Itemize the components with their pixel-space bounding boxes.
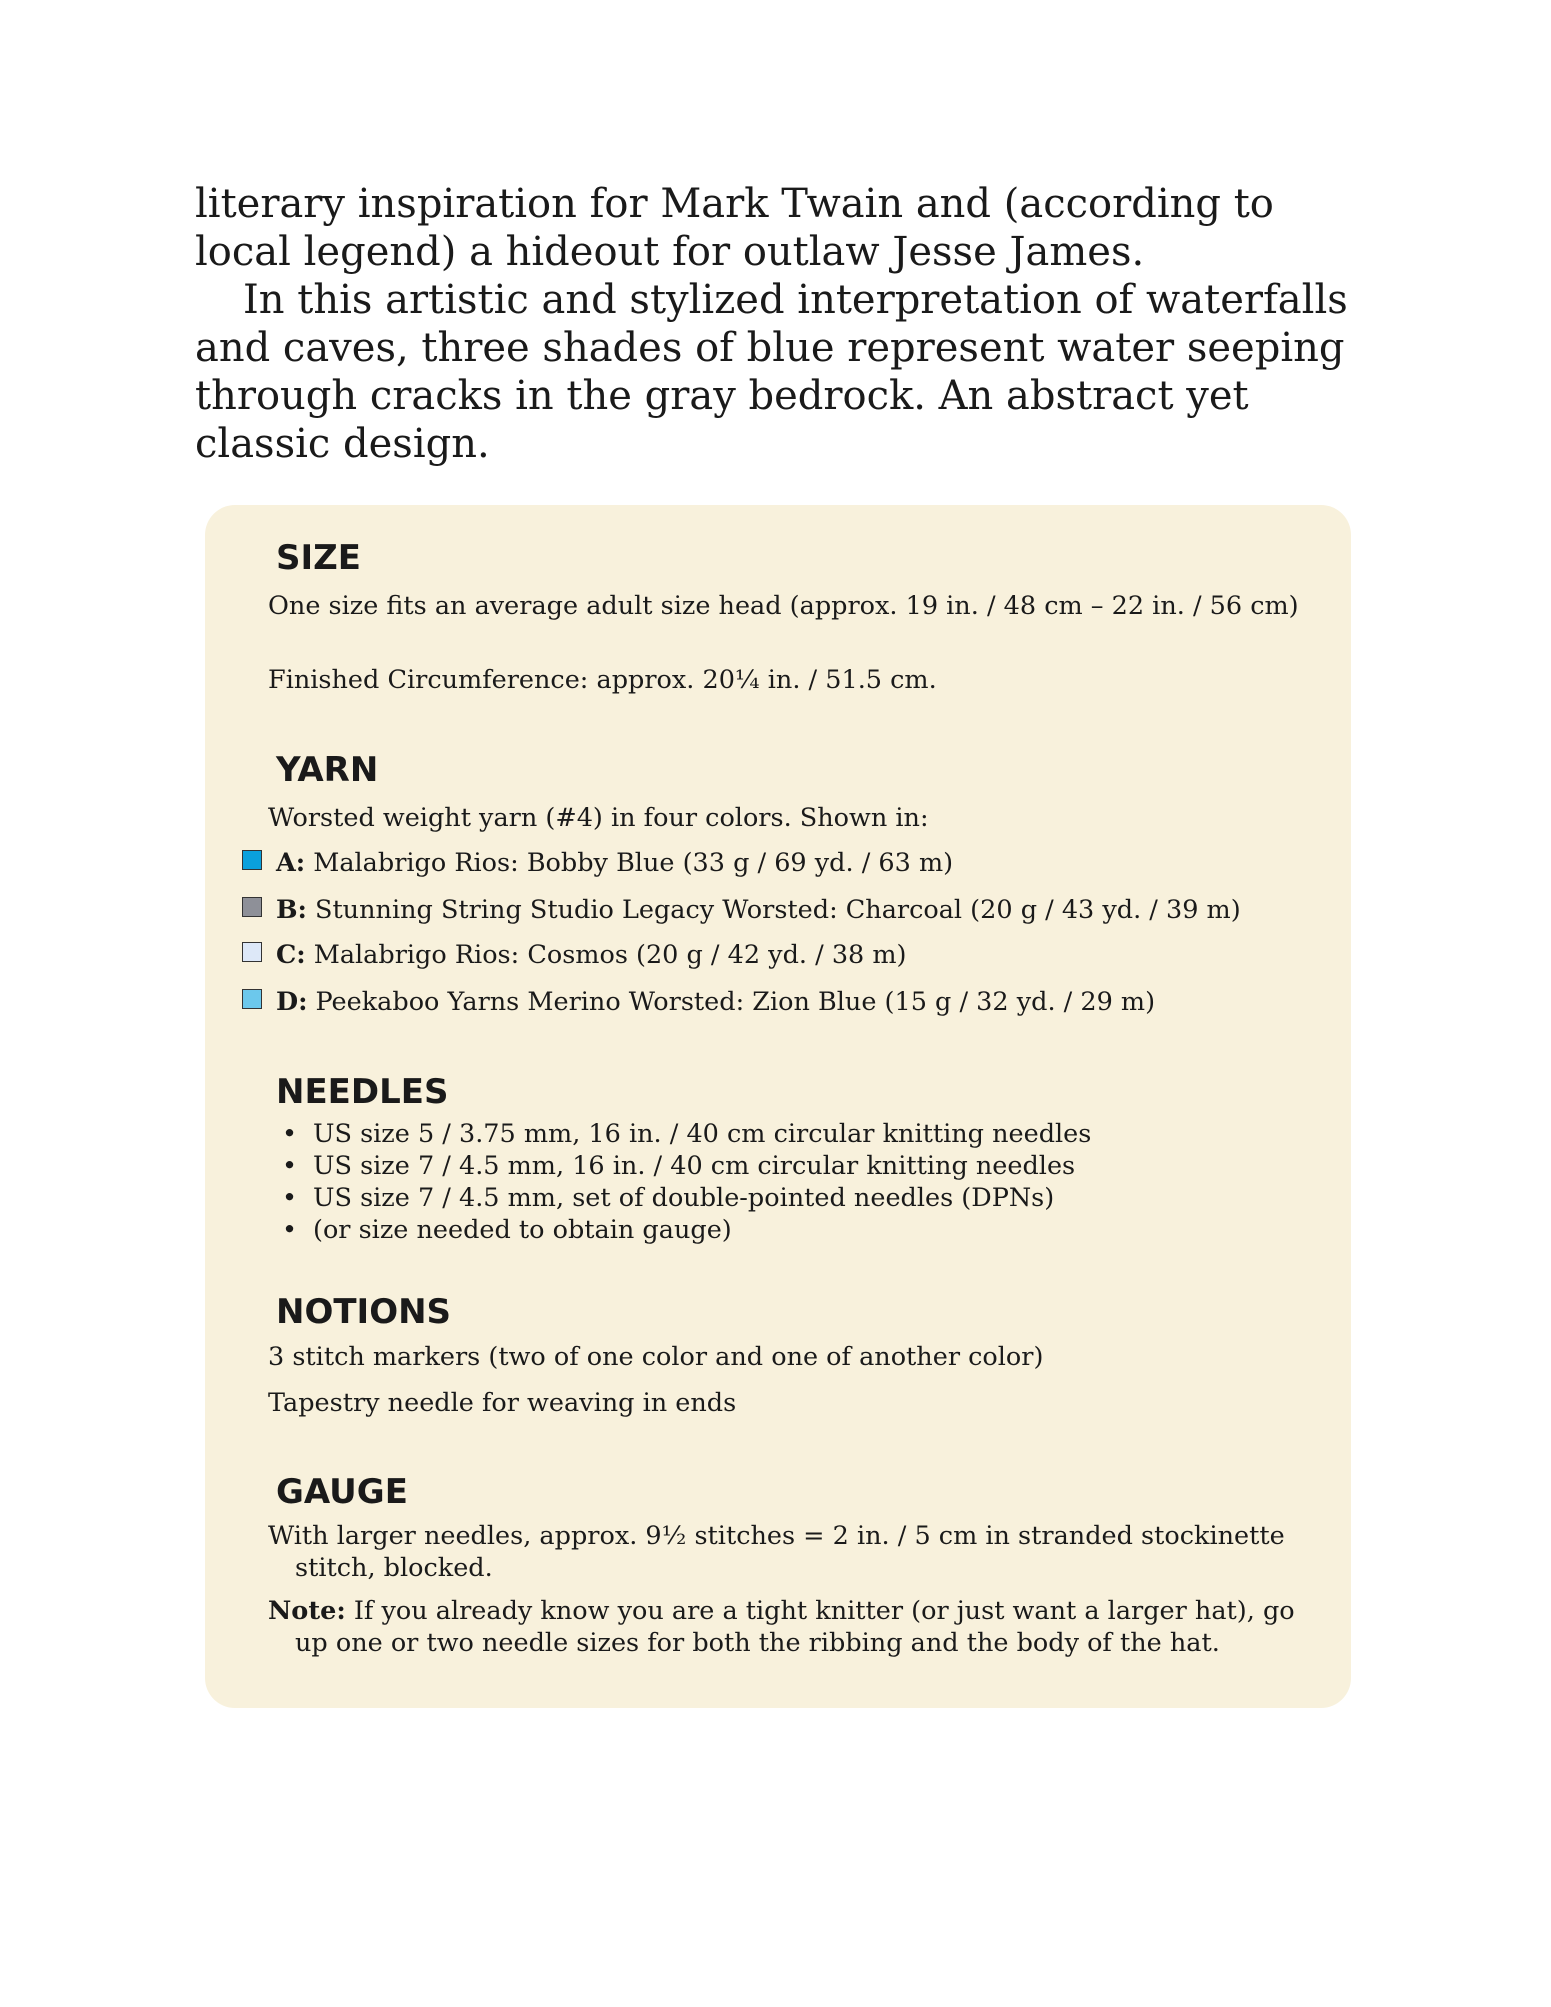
yarn-text-a: Malabrigo Rios: Bobby Blue (33 g / 69 yd. / 63 m) xyxy=(313,848,954,878)
yarn-intro: Worsted weight yarn (#4) in four colors. Shown in: xyxy=(268,803,929,833)
yarn-swatch-a xyxy=(242,850,262,870)
yarn-swatch-c xyxy=(242,942,262,962)
intro-paragraph-2: In this artistic and stylized interpretation of waterfalls and caves, three shades of blue represent water seeping through cracks in the gray bedrock. An abstract yet classic design. xyxy=(195,277,1348,467)
needles-item: • (or size needed to obtain gauge) xyxy=(276,1214,1091,1246)
intro-text xyxy=(195,180,1375,468)
needles-item: • US size 7 / 4.5 mm, 16 in. / 40 cm circular knitting needles xyxy=(276,1150,1091,1182)
needles-item: • US size 5 / 3.75 mm, 16 in. / 40 cm circular knitting needles xyxy=(276,1118,1091,1150)
intro-paragraph-1: literary inspiration for Mark Twain and (according to local legend) a hideout for outlaw Jesse James. xyxy=(195,181,1274,275)
yarn-heading: YARN xyxy=(276,750,379,790)
notions-line-1: 3 stitch markers (two of one color and one of another color) xyxy=(268,1342,1044,1372)
gauge-heading: GAUGE xyxy=(276,1472,408,1512)
yarn-letter-b: B: xyxy=(276,895,307,925)
yarn-letter-c: C: xyxy=(276,940,306,970)
needles-list xyxy=(276,1118,1091,1246)
gauge-note xyxy=(268,1595,1335,1659)
notions-line-2: Tapestry needle for weaving in ends xyxy=(268,1388,737,1418)
notions-heading: NOTIONS xyxy=(276,1292,452,1332)
yarn-item-a xyxy=(242,847,953,879)
yarn-item-d xyxy=(242,986,1155,1018)
size-heading: SIZE xyxy=(276,538,362,578)
needles-heading: NEEDLES xyxy=(276,1072,449,1112)
gauge-note-text: If you already know you are a tight knitter (or just want a larger hat), go up one or two needle sizes for both the ribbing and the body of the hat. xyxy=(295,1596,1295,1658)
yarn-letter-d: D: xyxy=(276,987,308,1017)
needles-item: • US size 7 / 4.5 mm, set of double-pointed needles (DPNs) xyxy=(276,1182,1091,1214)
gauge-line-1: With larger needles, approx. 9½ stitches = 2 in. / 5 cm in stranded stockinette stitch, blocked. xyxy=(268,1521,1285,1583)
yarn-text-b: Stunning String Studio Legacy Worsted: Charcoal (20 g / 43 yd. / 39 m) xyxy=(314,895,1241,925)
size-line-2: Finished Circumference: approx. 20¼ in. / 51.5 cm. xyxy=(268,665,937,695)
yarn-swatch-b xyxy=(242,897,262,917)
size-line-1: One size fits an average adult size head (approx. 19 in. / 48 cm – 22 in. / 56 cm) xyxy=(268,591,1299,621)
yarn-text-c: Malabrigo Rios: Cosmos (20 g / 42 yd. / 38 m) xyxy=(313,940,907,970)
yarn-swatch-d xyxy=(242,989,262,1009)
yarn-text-d: Peekaboo Yarns Merino Worsted: Zion Blue (15 g / 32 yd. / 29 m) xyxy=(315,987,1156,1017)
yarn-letter-a: A: xyxy=(276,848,306,878)
yarn-item-c xyxy=(242,939,907,971)
gauge-note-label: Note: xyxy=(268,1596,346,1626)
yarn-item-b xyxy=(242,894,1241,926)
